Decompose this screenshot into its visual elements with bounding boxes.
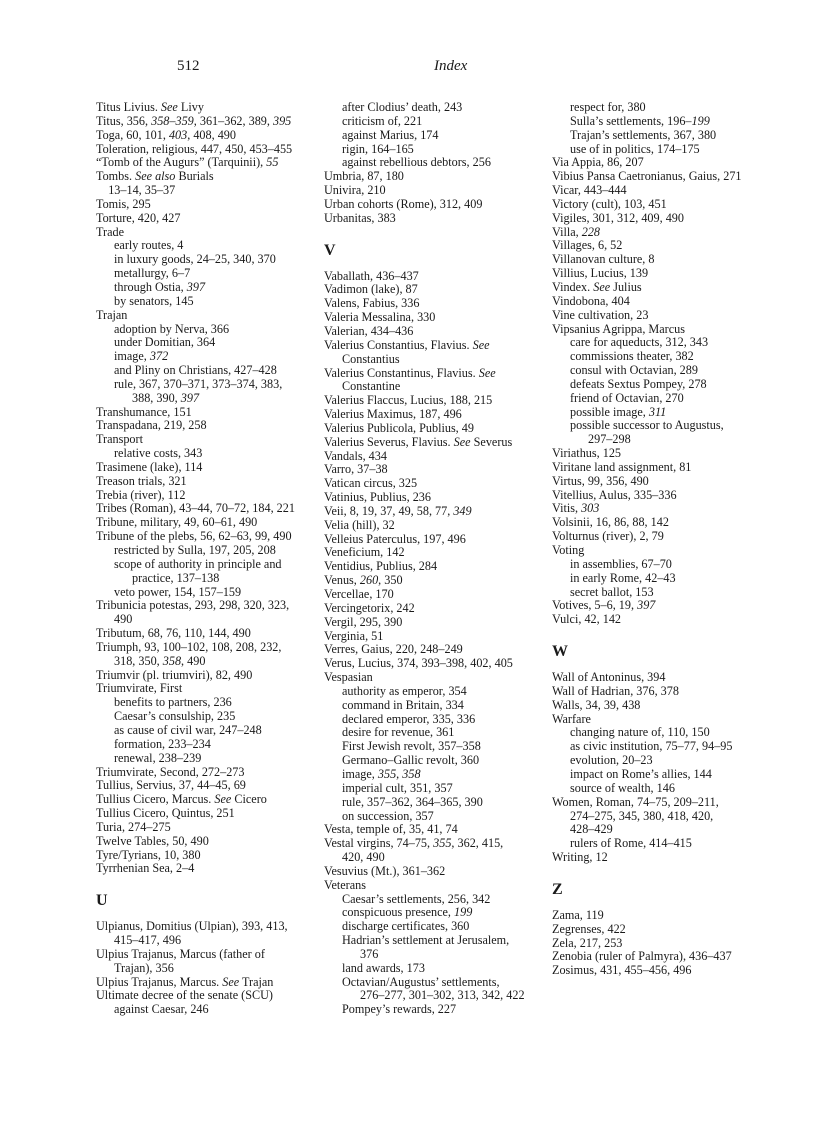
index-subentry: through Ostia, 397 [114,279,206,294]
index-subentry: rule, 357–362, 364–365, 390 [342,794,483,809]
index-subentry: possible successor to Augustus, 297–298 [570,418,724,447]
index-entry: Walls, 34, 39, 438 [552,697,641,712]
index-subentry: rigin, 164–165 [342,141,414,156]
index-subentry: adoption by Nerva, 366 [114,321,230,336]
index-subentry: possible image, 311 [570,404,667,419]
index-subentry: defeats Sextus Pompey, 278 [570,376,707,391]
index-subentry: image, 355, 358 [342,766,421,781]
index-subentry: against Marius, 174 [342,127,439,142]
index-entry: Vigiles, 301, 312, 409, 490 [552,210,684,225]
index-subentry: changing nature of, 110, 150 [570,725,710,740]
index-subentry: and Pliny on Christians, 427–428 [114,363,277,378]
index-subentry: land awards, 173 [342,960,425,975]
index-entry: Treason trials, 321 [96,473,187,488]
section-letter: U [96,892,108,910]
index-entry: Trajan [96,307,128,322]
index-entry: Transpadana, 219, 258 [96,418,207,433]
index-entry: Tribunicia potestas, 293, 298, 320, 323, 490 [96,598,290,627]
index-subentry: conspicuous presence, 199 [342,905,473,920]
index-subentry: in luxury goods, 24–25, 340, 370 [114,252,276,267]
index-subentry: command in Britain, 334 [342,697,464,712]
index-entry: Umbria, 87, 180 [324,169,404,184]
index-subentry: impact on Rome’s allies, 144 [570,766,712,781]
index-entry: Triumvir (pl. triumviri), 82, 490 [96,667,253,682]
index-subentry: declared emperor, 335, 336 [342,711,476,726]
index-entry: Viriathus, 125 [552,446,622,461]
index-subentry: commissions theater, 382 [570,349,694,364]
section-gap [96,876,318,890]
index-subentry: metallurgy, 6–7 [114,266,191,281]
index-entry: Velia (hill), 32 [324,517,395,532]
index-entry: Toga, 60, 101, 403, 408, 490 [96,127,236,142]
index-subentry: formation, 233–234 [114,736,211,751]
index-subentry: Hadrian’s settlement at Jerusalem, 376 [342,933,510,961]
index-entry: Tombs. See also Burials [96,169,214,184]
index-entry: Votives, 5–6, 19, 397 [552,598,656,613]
section-gap [552,865,784,879]
index-subentry: by senators, 145 [114,293,194,308]
index-subentry: veto power, 154, 157–159 [114,584,242,599]
index-entry: Trade [96,224,124,239]
index-subentry: rule, 367, 370–371, 373–374, 383, 388, 390, 397 [114,376,283,405]
index-entry: Vatican circus, 325 [324,476,418,491]
index-subentry: care for aqueducts, 312, 343 [570,335,709,350]
index-entry: Viritane land assignment, 81 [552,459,692,474]
index-entry: Vesta, temple of, 35, 41, 74 [324,822,458,837]
index-subentry: friend of Octavian, 270 [570,390,684,405]
index-subentry: consul with Octavian, 289 [570,363,698,378]
index-entry: Valerius Maximus, 187, 496 [324,407,462,422]
index-entry: Tribune of the plebs, 56, 62–63, 99, 490 [96,529,292,544]
index-subentry: secret ballot, 153 [570,584,654,599]
index-subentry: scope of authority in principle and practice, 137–138 [114,556,282,585]
index-entry: Valerius Publicola, Publius, 49 [324,420,474,435]
index-entry: Varro, 37–38 [324,462,388,477]
index-subentry: renewal, 238–239 [114,750,202,765]
index-subentry: Caesar’s settlements, 256, 342 [342,891,491,906]
index-subentry: as civic institution, 75–77, 94–95 [570,739,733,754]
index-entry: Zama, 119 [552,907,604,922]
index-subentry: against Caesar, 246 [114,1002,209,1017]
index-entry: Venus, 260, 350 [324,573,403,588]
index-entry: Triumvirate, First [96,681,183,696]
index-subentry: imperial cult, 351, 357 [342,780,453,795]
index-entry: Verginia, 51 [324,628,384,643]
index-entry: Women, Roman, 74–75, 209–211, 274–275, 345, 380, 418, 420, 428–429 [552,794,719,837]
index-entry: Titus Livius. See Livy [96,100,204,114]
index-entry: Voting [552,543,585,557]
section-letter: W [552,643,568,661]
index-entry: Veterans [324,877,366,892]
index-entry: Vercellae, 170 [324,587,394,601]
index-subentry: First Jewish revolt, 357–358 [342,739,481,754]
index-entry: Wall of Antoninus, 394 [552,670,666,685]
index-subentry: restricted by Sulla, 197, 205, 208 [114,543,276,557]
index-subentry: image, 372 [114,349,169,364]
index-entry: Wall of Hadrian, 376, 378 [552,683,679,698]
index-entry: Vibius Pansa Caetronianus, Gaius, 271 [552,169,742,184]
index-column-1 [96,101,318,1017]
index-entry: Veii, 8, 19, 37, 49, 58, 77, 349 [324,503,472,518]
index-entry: Vulci, 42, 142 [552,612,622,627]
index-entry: Tributum, 68, 76, 110, 144, 490 [96,626,251,641]
index-entry: Verus, Lucius, 374, 393–398, 402, 405 [324,656,513,671]
index-column-3 [552,101,784,978]
index-entry: Victory (cult), 103, 451 [552,196,667,211]
index-entry: Vicar, 443–444 [552,183,627,198]
index-entry: Villages, 6, 52 [552,238,623,253]
index-subentry: in early Rome, 42–43 [570,570,676,585]
page-number: 512 [177,58,200,74]
index-entry: Vercingetorix, 242 [324,600,415,615]
index-subentry: use of in politics, 174–175 [570,141,700,156]
index-entry: Virtus, 99, 356, 490 [552,473,649,488]
index-entry: Turia, 274–275 [96,819,171,834]
index-entry: Triumph, 93, 100–102, 108, 208, 232, 318, 350, 358, 490 [96,639,282,668]
index-subentry: Germano–Gallic revolt, 360 [342,753,480,768]
section-gap [324,226,546,240]
index-subentry: discharge certificates, 360 [342,919,470,934]
index-subentry: evolution, 20–23 [570,753,653,768]
index-entry: Tullius Cicero, Quintus, 251 [96,806,235,821]
index-subentry: desire for revenue, 361 [342,725,455,740]
index-subentry: Sulla’s settlements, 196–199 [570,113,710,128]
section-letter: Z [552,880,563,898]
section-letter: V [324,241,336,259]
index-subentry: as cause of civil war, 247–248 [114,722,262,737]
index-subentry: early routes, 4 [114,238,184,253]
index-entry: Tullius Cicero, Marcus. See Cicero [96,792,267,807]
index-subentry: Pompey’s rewards, 227 [342,1002,457,1017]
index-entry: Vaballath, 436–437 [324,268,419,283]
index-entry: Valens, Fabius, 336 [324,296,420,311]
index-entry: Volturnus (river), 2, 79 [552,529,664,544]
index-entry: Valerius Constantinus, Flavius. See Constantine [324,365,496,394]
index-subentry: authority as emperor, 354 [342,683,467,698]
index-entry: Valerius Flaccus, Lucius, 188, 215 [324,393,493,408]
index-entry: Ulpianus, Domitius (Ulpian), 393, 413, 415–417, 496 [96,919,288,948]
index-subentry: benefits to partners, 236 [114,695,232,710]
index-entry: Vitellius, Aulus, 335–336 [552,487,677,502]
index-entry: Tyrrhenian Sea, 2–4 [96,861,195,876]
index-entry: Tribes (Roman), 43–44, 70–72, 184, 221 [96,501,295,516]
index-entry: Valerius Constantius, Flavius. See Constantius [324,337,490,366]
index-entry: Vergil, 295, 390 [324,614,403,629]
index-entry: Zela, 217, 253 [552,935,623,950]
index-entry: Valeria Messalina, 330 [324,310,436,325]
index-entry: Veneficium, 142 [324,545,405,560]
index-entry: 13–14, 35–37 [96,183,176,198]
index-entry: Volsinii, 16, 86, 88, 142 [552,515,669,530]
section-gap [552,627,784,641]
index-entry: Vandals, 434 [324,448,387,463]
index-subentry: under Domitian, 364 [114,335,216,350]
index-entry: Tribune, military, 49, 60–61, 490 [96,515,258,530]
index-entry: Transport [96,432,143,447]
index-entry: “Tomb of the Augurs” (Tarquinii), 55 [96,155,279,170]
index-entry: Vespasian [324,670,373,685]
index-entry: Vine cultivation, 23 [552,307,649,322]
index-entry: Villius, Lucius, 139 [552,266,649,281]
index-entry: Vadimon (lake), 87 [324,282,418,297]
index-entry: Villanovan culture, 8 [552,252,655,267]
index-entry: Toleration, religious, 447, 450, 453–455 [96,141,293,156]
index-entry: Velleius Paterculus, 197, 496 [324,531,466,546]
index-subentry: Octavian/Augustus’ settlements, 276–277, 301–302, 313, 342, 422 [342,974,525,1003]
index-entry: Trasimene (lake), 114 [96,459,203,474]
index-entry: Zenobia (ruler of Palmyra), 436–437 [552,949,732,964]
index-entry: Urbanitas, 383 [324,210,396,225]
index-subentry: relative costs, 343 [114,446,203,461]
index-subentry: criticism of, 221 [342,113,423,128]
index-entry: Triumvirate, Second, 272–273 [96,764,245,779]
index-entry: Urban cohorts (Rome), 312, 409 [324,196,483,211]
index-entry: Writing, 12 [552,850,608,865]
index-entry: Zosimus, 431, 455–456, 496 [552,963,692,978]
index-subentry: against rebellious debtors, 256 [342,155,491,170]
index-entry: Valerius Severus, Flavius. See Severus [324,434,513,449]
index-entry: Zegrenses, 422 [552,921,626,936]
index-entry: Vindex. See Julius [552,279,642,294]
index-entry: Vitis, 303 [552,501,600,516]
index-entry: Villa, 228 [552,224,601,239]
index-column-2 [324,101,546,1017]
index-entry: Vestal virgins, 74–75, 355, 362, 415, 420, 490 [324,836,504,865]
index-subentry: on succession, 357 [342,808,434,823]
index-subentry: after Clodius’ death, 243 [342,100,463,114]
index-entry: Ventidius, Publius, 284 [324,559,438,574]
index-entry: Ulpius Trajanus, Marcus (father of Trajan), 356 [96,946,265,975]
index-entry: Vindobona, 404 [552,293,630,308]
index-entry: Valerian, 434–436 [324,323,414,338]
index-entry: Ultimate decree of the senate (SCU) [96,988,273,1003]
index-subentry: rulers of Rome, 414–415 [570,836,692,851]
running-title: Index [434,58,468,74]
index-entry: Transhumance, 151 [96,404,192,419]
index-entry: Via Appia, 86, 207 [552,155,644,170]
index-entry: Vipsanius Agrippa, Marcus [552,321,685,336]
index-entry: Ulpius Trajanus, Marcus. See Trajan [96,974,274,989]
index-entry: Titus, 356, 358–359, 361–362, 389, 395 [96,113,292,128]
index-subentry: Caesar’s consulship, 235 [114,709,236,724]
page-header [0,58,816,80]
index-entry: Tullius, Servius, 37, 44–45, 69 [96,778,246,793]
index-subentry: respect for, 380 [570,100,646,114]
index-entry: Verres, Gaius, 220, 248–249 [324,642,463,657]
index-entry: Twelve Tables, 50, 490 [96,833,209,848]
index-entry: Torture, 420, 427 [96,210,181,225]
index-entry: Vesuvius (Mt.), 361–362 [324,863,446,878]
index-entry: Trebia (river), 112 [96,487,186,502]
index-entry: Tyre/Tyrians, 10, 380 [96,847,201,862]
index-subentry: source of wealth, 146 [570,780,675,795]
index-entry: Vatinius, Publius, 236 [324,490,431,505]
index-entry: Tomis, 295 [96,196,151,211]
index-subentry: Trajan’s settlements, 367, 380 [570,127,717,142]
index-entry: Warfare [552,711,591,726]
index-subentry: in assemblies, 67–70 [570,556,672,571]
index-entry: Univira, 210 [324,183,386,198]
